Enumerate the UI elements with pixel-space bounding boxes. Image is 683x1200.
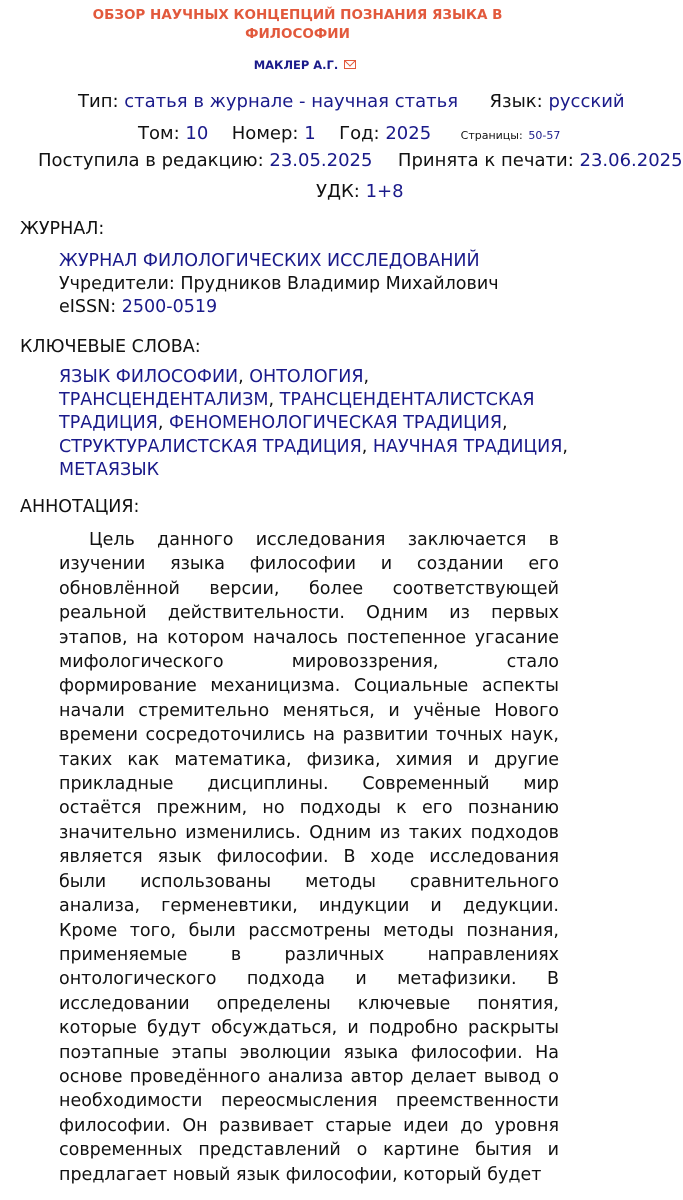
keyword-link[interactable]: ТРАНСЦЕНДЕНТАЛИСТСКАЯ ТРАДИЦИЯ xyxy=(59,390,535,434)
author-line xyxy=(0,58,610,72)
received-label: Поступила в редакцию: xyxy=(38,150,264,171)
language-label: Язык: xyxy=(489,91,543,112)
journal-name-link[interactable]: ЖУРНАЛ ФИЛОЛОГИЧЕСКИХ ИССЛЕДОВАНИЙ xyxy=(59,251,480,271)
meta-issue-line xyxy=(138,123,560,147)
abstract-heading: АННОТАЦИЯ: xyxy=(20,497,140,517)
udk-value: 1+8 xyxy=(365,181,404,202)
abstract-text: Цель данного исследования заключается в изучении языка философии и создании его обновлённой версии, более соответствующей реальной действительности. Одним из первых этапов, на котором началось постепенное угасание мифологического мировоззрения, стало формирование механицизма. Социальные аспекты начали стремительно меняться, и учёные Нового времени сосредоточились на развитии точных наук, таких как математика, физика, химия и другие прикладные дисциплины. Современный мир остаётся прежним, но подходы к его познанию значительно изменились. Одним из таких подходов является язык философии. В ходе исследования были использованы методы сравнительного анализа, герменевтики, индукции и дедукции. Кроме того, были рассмотрены методы познания, применяемые в различных направлениях онтологического подхода и метафизики. В исследовании определены ключевые понятия, которые будут обсуждаться, и подробно раскрыты поэтапные этапы эволюции языка философии. На основе проведённого анализа автор делает вывод о необходимости переосмысления преемственности философии. Он развивает старые идеи до уровня современных представлений о картине бытия и предлагает новый язык философии, который будет xyxy=(59,530,559,1185)
accepted-label: Принята к печати: xyxy=(397,150,574,171)
type-value[interactable]: статья в журнале - научная статья xyxy=(124,91,459,112)
journal-info xyxy=(59,250,499,319)
keyword-link[interactable]: МЕТАЯЗЫК xyxy=(59,459,160,480)
eissn-label: eISSN: xyxy=(59,297,117,317)
meta-dates-line xyxy=(38,150,683,172)
keyword-link[interactable]: ФЕНОМЕНОЛОГИЧЕСКАЯ ТРАДИЦИЯ xyxy=(168,413,503,434)
year-label: Год: xyxy=(339,123,380,144)
founders-label: Учредители: xyxy=(59,274,175,294)
keyword-link[interactable]: ТРАНСЦЕНДЕНТАЛИЗМ xyxy=(59,390,269,411)
keyword-link[interactable]: СТРУКТУРАЛИСТСКАЯ ТРАДИЦИЯ xyxy=(59,436,362,457)
envelope-icon[interactable] xyxy=(344,60,356,69)
keywords-list: ЯЗЫК ФИЛОСОФИИ, ОНТОЛОГИЯ, ТРАНСЦЕНДЕНТАЛИЗМ, ТРАНСЦЕНДЕНТАЛИСТСКАЯ ТРАДИЦИЯ, ФЕНОМЕНОЛОГИЧЕСКАЯ ТРАДИЦИЯ, СТРУКТУРАЛИСТСКАЯ ТРАДИЦИЯ, НАУЧНАЯ ТРАДИЦИЯ, МЕТАЯЗЫК xyxy=(59,367,568,480)
year-value: 2025 xyxy=(385,123,432,144)
accepted-value: 23.06.2025 xyxy=(579,150,683,171)
number-label: Номер: xyxy=(231,123,299,144)
pages-label: Страницы: xyxy=(460,129,523,142)
udk-label: УДК: xyxy=(316,181,360,202)
author-link[interactable]: МАКЛЕР А.Г. xyxy=(253,58,339,72)
journal-heading: ЖУРНАЛ: xyxy=(20,219,105,239)
received-value: 23.05.2025 xyxy=(269,150,373,171)
founders-value: Прудников Владимир Михайлович xyxy=(180,274,499,294)
volume-value[interactable]: 10 xyxy=(185,123,209,144)
language-value: русский xyxy=(548,91,625,112)
founders-line xyxy=(59,273,499,296)
keywords-heading: КЛЮЧЕВЫЕ СЛОВА: xyxy=(20,337,201,357)
keyword-link[interactable]: НАУЧНАЯ ТРАДИЦИЯ xyxy=(372,436,563,457)
meta-type-line xyxy=(78,91,625,113)
number-value[interactable]: 1 xyxy=(304,123,316,144)
eissn-line xyxy=(59,296,499,319)
meta-udk-line xyxy=(316,181,404,203)
type-label: Тип: xyxy=(78,91,119,112)
volume-label: Том: xyxy=(138,123,180,144)
pages-value: 50-57 xyxy=(528,129,561,142)
keyword-link[interactable]: ОНТОЛОГИЯ xyxy=(249,367,364,387)
keyword-link[interactable]: ЯЗЫК ФИЛОСОФИИ xyxy=(59,367,239,387)
article-title: ОБЗОР НАУЧНЫХ КОНЦЕПЦИЙ ПОЗНАНИЯ ЯЗЫКА В ФИЛОСОФИИ xyxy=(92,7,503,42)
eissn-value: 2500-0519 xyxy=(121,297,218,317)
